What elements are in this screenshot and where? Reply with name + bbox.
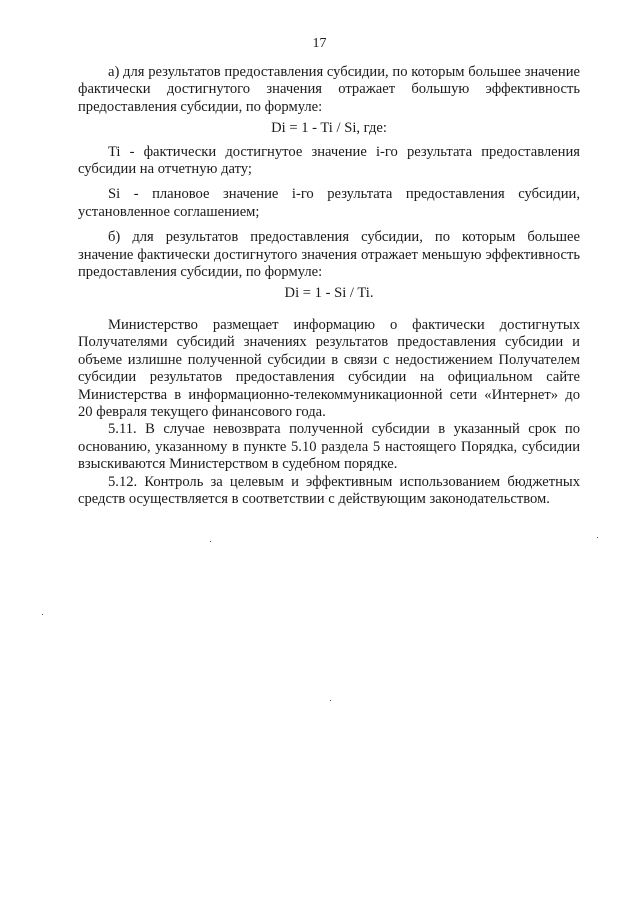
paragraph-ti-definition: Ti - фактически достигнутое значение i-го результата предоставления субсидии на отчетную дату; [78, 143, 580, 178]
paragraph-ministry: Министерство размещает информацию о фактически достигнутых Получателями субсидий значениях результатов предоставления субсидии и объеме излишне полученной субсидии в связи с недостижением Получателем субсидии результатов предоставления субсидии на официальном сайте Министерства в информационно-телекоммуникационной сети «Интернет» до 20 февраля текущего финансового года. [78, 316, 580, 420]
scan-speck [597, 537, 598, 538]
scan-speck [330, 700, 331, 701]
scan-speck [210, 541, 211, 542]
paragraph-a: а) для результатов предоставления субсидии, по которым большее значение фактически достигнутого значения отражает большую эффективность предоставления субсидии, по формуле: [78, 64, 580, 115]
paragraph-si-definition: Si - плановое значение i-го результата предоставления субсидии, установленное соглашением; [78, 186, 580, 220]
paragraph-5-11: 5.11. В случае невозврата полученной субсидии в указанный срок по основанию, указанному в пункте 5.10 раздела 5 настоящего Порядка, субсидии взыскиваются Министерством в судебном порядке. [78, 421, 580, 473]
formula-1: Di = 1 - Ti / Si, где: [271, 120, 387, 137]
paragraph-b: б) для результатов предоставления субсидии, по которым большее значение фактически достигнутого значения отражает меньшую эффективность предоставления субсидии, по формуле: [78, 229, 580, 281]
formula-2: Di = 1 - Si / Ti. [284, 285, 374, 302]
scan-speck [42, 614, 43, 615]
page-number: 17 [312, 36, 327, 51]
paragraph-5-12: 5.12. Контроль за целевым и эффективным использованием бюджетных средств осуществляется в соответствии с действующим законодательством. [78, 473, 580, 507]
document-body [78, 64, 580, 508]
